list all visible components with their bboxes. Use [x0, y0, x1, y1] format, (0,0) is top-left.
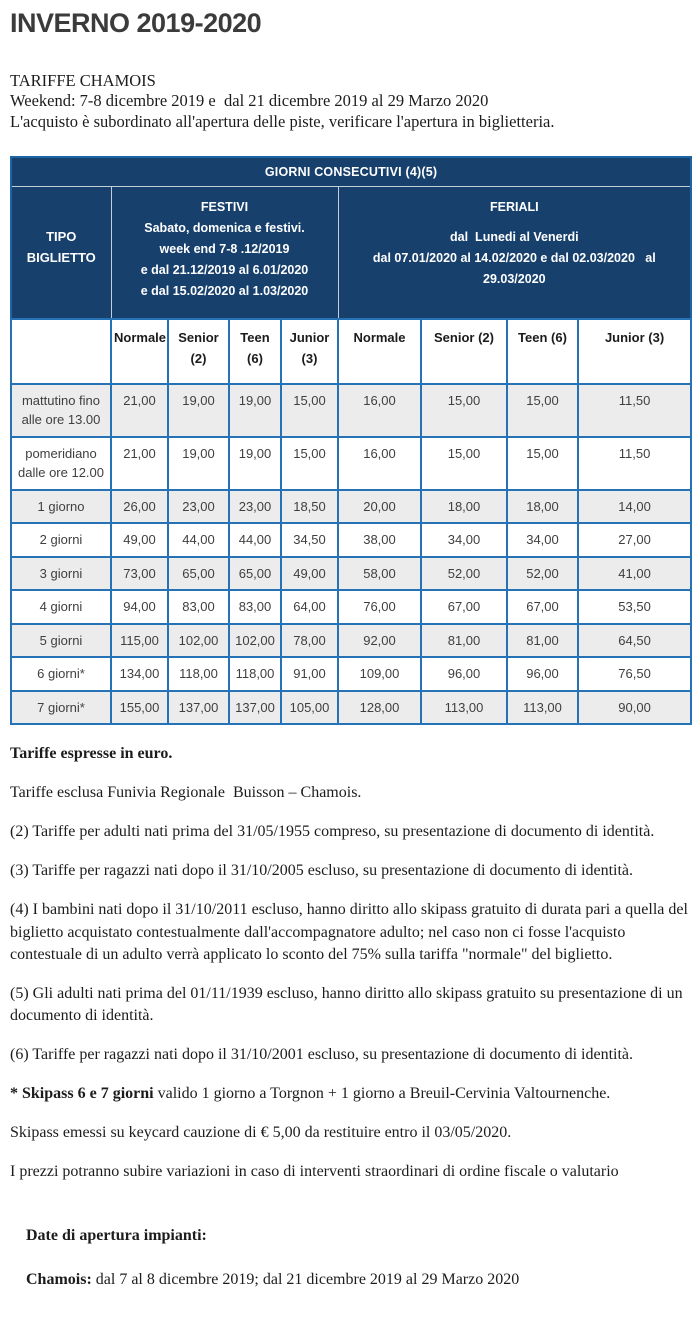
price-cell: 44,00 [229, 523, 281, 557]
price-cell: 19,00 [229, 384, 281, 437]
table-row [11, 624, 691, 658]
tariff-table [10, 156, 692, 725]
opening-dates-block [10, 1203, 688, 1313]
row-label: 1 giorno [11, 490, 111, 524]
price-cell: 11,50 [578, 437, 691, 490]
price-cell: 137,00 [229, 691, 281, 725]
price-cell: 19,00 [229, 437, 281, 490]
row-label: 4 giorni [11, 590, 111, 624]
price-cell: 38,00 [338, 523, 421, 557]
note-paragraph: I prezzi potranno subire variazioni in caso di interventi straordinari di ordine fiscale o valutario [10, 1163, 619, 1181]
table-row [11, 384, 691, 437]
price-cell: 15,00 [507, 384, 578, 437]
price-cell: 96,00 [507, 657, 578, 691]
row-label: 2 giorni [11, 523, 111, 557]
festivi-line-4: e dal 15.02/2020 al 1.03/2020 [140, 284, 309, 299]
note-paragraph: (3) Tariffe per ragazzi nati dopo il 31/10/2005 escluso, su presentazione di documento di identità. [10, 862, 633, 880]
tipo-line-2: BIGLIETTO [26, 250, 96, 266]
subheader-feriali-normale: Normale [338, 319, 421, 383]
price-cell: 19,00 [168, 384, 229, 437]
row-label: 5 giorni [11, 624, 111, 658]
price-cell: 76,50 [578, 657, 691, 691]
price-cell: 23,00 [168, 490, 229, 524]
price-cell: 34,50 [281, 523, 338, 557]
opening-resort-label: Chamois: [26, 1271, 92, 1289]
table-title: GIORNI CONSECUTIVI (4)(5) [11, 157, 691, 187]
column-group-feriali [338, 187, 691, 320]
price-cell: 73,00 [111, 557, 168, 591]
price-cell: 53,50 [578, 590, 691, 624]
opening-dates-heading: Date di apertura impianti: [26, 1227, 207, 1245]
table-row [11, 691, 691, 725]
price-cell: 64,00 [281, 590, 338, 624]
price-cell: 21,00 [111, 437, 168, 490]
price-cell: 18,50 [281, 490, 338, 524]
price-cell: 92,00 [338, 624, 421, 658]
price-cell: 15,00 [281, 384, 338, 437]
subheader-empty-cell [11, 319, 111, 383]
festivi-title: FESTIVI [200, 200, 249, 215]
subheader-festivi-senior-2: Senior (2) [168, 319, 229, 383]
price-cell: 83,00 [168, 590, 229, 624]
price-cell: 67,00 [507, 590, 578, 624]
feriali-line-1: dal Lunedi al Venerdi [450, 230, 579, 245]
price-cell: 102,00 [229, 624, 281, 658]
table-row [11, 437, 691, 490]
table-row [11, 490, 691, 524]
table-row [11, 657, 691, 691]
table-row [11, 557, 691, 591]
price-cell: 113,00 [421, 691, 507, 725]
price-cell: 81,00 [507, 624, 578, 658]
note-paragraph: (4) I bambini nati dopo il 31/10/2011 escluso, hanno diritto allo skipass gratuito di durata pari a quella del biglietto acquistato contestualmente dall'accompagnatore adulto; nel caso non ci fosse l'acquisto contestuale di un adulto verrà applicato lo sconto del 75% sulla tariffa "normale" del biglietto. [10, 901, 692, 963]
intro-block [10, 71, 688, 132]
price-cell: 14,00 [578, 490, 691, 524]
tipo-line-1: TIPO [46, 229, 77, 245]
price-cell: 58,00 [338, 557, 421, 591]
subheader-festivi-normale: Normale [111, 319, 168, 383]
note-paragraph: (6) Tariffe per ragazzi nati dopo il 31/10/2001 escluso, su presentazione di documento di identità. [10, 1045, 633, 1063]
row-label: 3 giorni [11, 557, 111, 591]
price-cell: 20,00 [338, 490, 421, 524]
price-cell: 52,00 [421, 557, 507, 591]
price-cell: 15,00 [421, 437, 507, 490]
festivi-line-3: e dal 21.12/2019 al 6.01/2020 [140, 263, 309, 278]
row-label: pomeridiano dalle ore 12.00 [11, 437, 111, 490]
intro-weekend-line: Weekend: 7-8 dicembre 2019 e dal 21 dicembre 2019 al 29 Marzo 2020 [10, 91, 489, 111]
price-cell: 91,00 [281, 657, 338, 691]
price-cell: 78,00 [281, 624, 338, 658]
feriali-date-lines [345, 227, 685, 290]
price-cell: 11,50 [578, 384, 691, 437]
price-cell: 65,00 [168, 557, 229, 591]
column-group-festivi [111, 187, 338, 320]
price-cell: 26,00 [111, 490, 168, 524]
price-cell: 115,00 [111, 624, 168, 658]
price-cell: 94,00 [111, 590, 168, 624]
price-cell: 83,00 [229, 590, 281, 624]
price-cell: 15,00 [507, 437, 578, 490]
price-cell: 44,00 [168, 523, 229, 557]
price-cell: 102,00 [168, 624, 229, 658]
price-cell: 18,00 [507, 490, 578, 524]
price-cell: 16,00 [338, 384, 421, 437]
note-paragraph: (2) Tariffe per adulti nati prima del 31/05/1955 compreso, su presentazione di documento di identità. [10, 823, 655, 841]
table-row [11, 523, 691, 557]
price-cell: 90,00 [578, 691, 691, 725]
column-header-tipo-biglietto [11, 187, 111, 320]
price-cell: 19,00 [168, 437, 229, 490]
price-cell: 64,50 [578, 624, 691, 658]
price-cell: 128,00 [338, 691, 421, 725]
price-cell: 15,00 [421, 384, 507, 437]
note-paragraph [10, 743, 688, 765]
row-label: 7 giorni* [11, 691, 111, 725]
note-paragraph: * Skipass 6 e 7 giorni valido 1 giorno a Torgnon + 1 giorno a Breuil-Cervinia Valtournenche. [10, 1084, 611, 1102]
price-cell: 155,00 [111, 691, 168, 725]
price-cell: 15,00 [281, 437, 338, 490]
note-paragraph: Skipass emessi su keycard cauzione di € 5,00 da restituire entro il 03/05/2020. [10, 1124, 512, 1141]
price-cell: 52,00 [507, 557, 578, 591]
price-cell: 34,00 [421, 523, 507, 557]
price-cell: 34,00 [507, 523, 578, 557]
price-cell: 23,00 [229, 490, 281, 524]
price-cell: 65,00 [229, 557, 281, 591]
price-cell: 109,00 [338, 657, 421, 691]
note-bold-text: Tariffe espresse in euro. [10, 745, 173, 763]
price-cell: 81,00 [421, 624, 507, 658]
subheader-festivi-teen-6: Teen (6) [229, 319, 281, 383]
festivi-line-2: week end 7-8 .12/2019 [159, 242, 290, 257]
row-label: 6 giorni* [11, 657, 111, 691]
intro-subtitle: TARIFFE CHAMOIS [10, 71, 156, 90]
price-cell: 21,00 [111, 384, 168, 437]
price-cell: 118,00 [229, 657, 281, 691]
festivi-date-lines [118, 218, 332, 302]
intro-purchase-line: L'acquisto è subordinato all'apertura delle piste, verificare l'apertura in biglietteria. [10, 111, 555, 131]
table-row [11, 590, 691, 624]
subheader-feriali-senior-2: Senior (2) [421, 319, 507, 383]
subheader-festivi-junior-3: Junior (3) [281, 319, 338, 383]
note-paragraph: (5) Gli adulti nati prima del 01/11/1939 escluso, hanno diritto allo skipass gratuito su presentazione di un documento di identità. [10, 984, 687, 1024]
price-cell: 137,00 [168, 691, 229, 725]
feriali-title: FERIALI [490, 200, 539, 215]
page-title: INVERNO 2019-2020 [10, 8, 262, 38]
subheader-feriali-junior-3: Junior (3) [578, 319, 691, 383]
price-cell: 49,00 [111, 523, 168, 557]
price-cell: 118,00 [168, 657, 229, 691]
price-cell: 105,00 [281, 691, 338, 725]
subheader-feriali-teen-6: Teen (6) [507, 319, 578, 383]
price-cell: 76,00 [338, 590, 421, 624]
feriali-line-2: dal 07.01/2020 al 14.02/2020 e dal 02.03/2020 al 29.03/2020 [372, 251, 660, 287]
row-label: mattutino fino alle ore 13.00 [11, 384, 111, 437]
price-cell: 27,00 [578, 523, 691, 557]
note-paragraph: Tariffe esclusa Funivia Regionale Buisson – Chamois. [10, 784, 362, 802]
price-cell: 134,00 [111, 657, 168, 691]
notes-block [10, 743, 692, 1183]
price-cell: 96,00 [421, 657, 507, 691]
price-cell: 16,00 [338, 437, 421, 490]
opening-resort-dates: dal 7 al 8 dicembre 2019; dal 21 dicembre 2019 al 29 Marzo 2020 [91, 1271, 520, 1289]
price-cell: 49,00 [281, 557, 338, 591]
price-cell: 113,00 [507, 691, 578, 725]
price-cell: 18,00 [421, 490, 507, 524]
festivi-line-1: Sabato, domenica e festivi. [144, 221, 305, 236]
price-cell: 67,00 [421, 590, 507, 624]
price-cell: 41,00 [578, 557, 691, 591]
note-bold-text: * Skipass 6 e 7 giorni [10, 1084, 154, 1102]
